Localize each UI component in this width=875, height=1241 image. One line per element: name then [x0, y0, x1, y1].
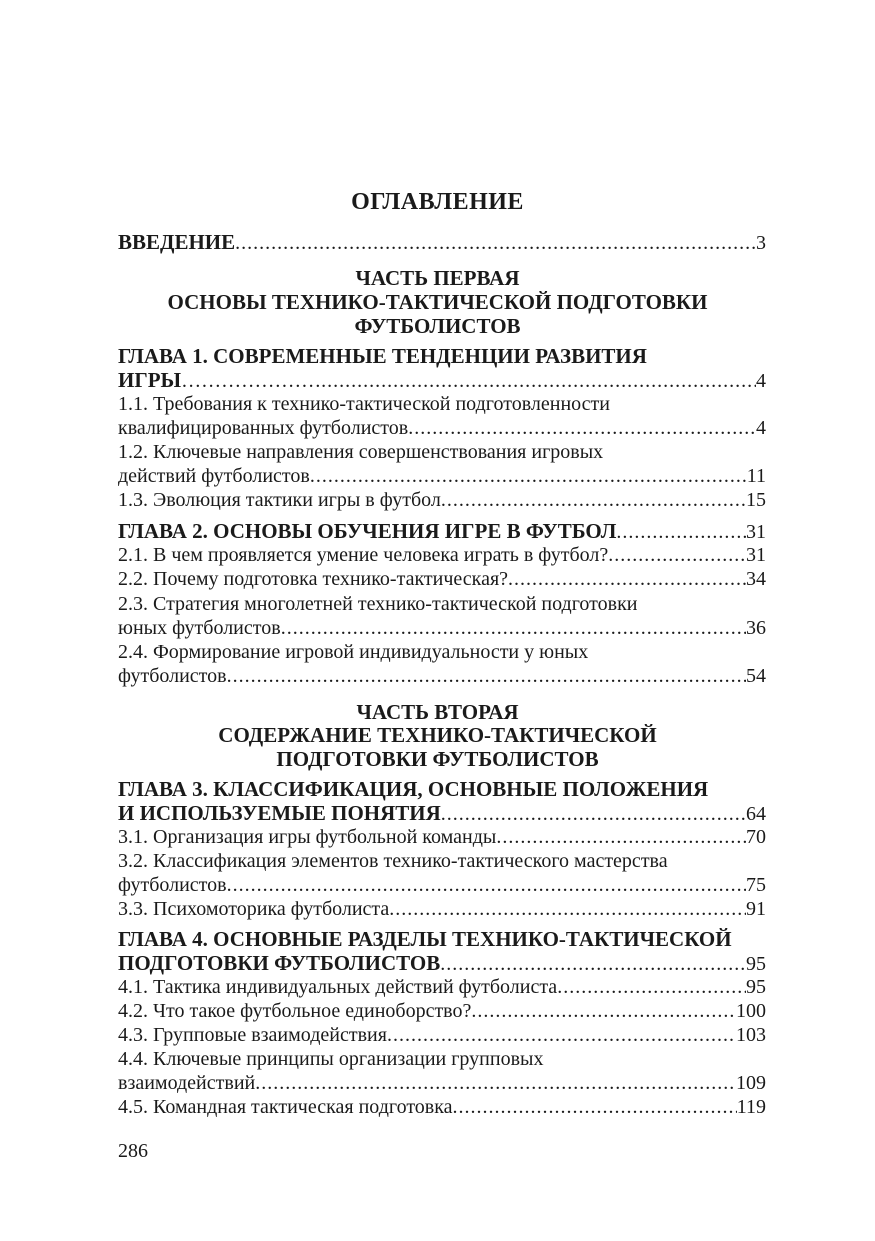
dot-leader — [408, 415, 756, 441]
dot-leader — [310, 463, 747, 489]
dot-leader — [471, 998, 736, 1024]
toc-page-number: 95 — [746, 953, 766, 975]
dot-leader — [387, 1022, 736, 1048]
dot-leader — [255, 1070, 736, 1096]
toc-entry-2-1[interactable] — [118, 542, 766, 568]
section-1-2-title: 1.2. Ключевые направления совершенствования игровых — [118, 441, 604, 463]
dot-leader — [281, 615, 746, 641]
dot-leader — [227, 663, 746, 689]
toc-page-number: 64 — [746, 803, 766, 825]
ellipsis: ………………… — [181, 370, 322, 392]
toc-page-number: 3 — [756, 232, 766, 254]
toc-entry-label: 4.1. Тактика индивидуальных действий футболиста — [118, 976, 558, 998]
toc-page-number: 36 — [746, 617, 766, 639]
toc-page-number: 31 — [746, 521, 766, 543]
toc-entry-label: квалифицированных футболистов — [118, 417, 409, 439]
section-3-2-title: 3.2. Классификация элементов технико-тактического мастерства — [118, 850, 668, 872]
dot-leader — [453, 1094, 737, 1120]
toc-entry-2-3[interactable] — [118, 615, 766, 641]
toc-entry-label: 4.2. Что такое футбольное единоборство? — [118, 1000, 472, 1022]
toc-entry-label: И ИСПОЛЬЗУЕМЫЕ ПОНЯТИЯ — [118, 801, 441, 825]
toc-page-number: 95 — [746, 976, 766, 998]
toc-page-number: 75 — [746, 874, 766, 896]
chapter1-heading: ГЛАВА 1. СОВРЕМЕННЫЕ ТЕНДЕНЦИИ РАЗВИТИЯ — [118, 344, 647, 368]
toc-page-number: 34 — [746, 568, 766, 590]
toc-entry-label: 3.1. Организация игры футбольной команды — [118, 826, 497, 848]
toc-page-number: 91 — [746, 898, 766, 920]
part2-title: СОДЕРЖАНИЕ ТЕХНИКО-ТАКТИЧЕСКОЙ — [218, 723, 657, 747]
toc-page-number: 70 — [746, 826, 766, 848]
toc-entry-1-3[interactable] — [118, 487, 766, 513]
toc-entry-label: ГЛАВА 2. ОСНОВЫ ОБУЧЕНИЯ ИГРЕ В ФУТБОЛ — [118, 519, 617, 543]
section-2-3-title: 2.3. Стратегия многолетней технико-тактической подготовки — [118, 593, 638, 615]
dot-leader — [608, 542, 746, 568]
part1-title-cont: ФУТБОЛИСТОВ — [354, 314, 521, 338]
toc-entry-4-1[interactable] — [118, 974, 766, 1000]
toc-entry-4-4[interactable] — [118, 1070, 766, 1096]
toc-entry-1-1[interactable] — [118, 415, 766, 441]
toc-entry-label: ИГРЫ — [118, 368, 182, 392]
dot-leader — [557, 974, 746, 1000]
toc-entry-4-2[interactable] — [118, 998, 766, 1024]
toc-entry-label: футболистов — [118, 665, 227, 687]
toc-page-number: 4 — [756, 417, 766, 439]
toc-page-number: 109 — [736, 1072, 766, 1094]
toc-page-number: 54 — [746, 665, 766, 687]
toc-entry-chapter1[interactable] — [118, 367, 766, 393]
toc-page-number: 4 — [756, 370, 766, 392]
toc-entry-label: 2.1. В чем проявляется умение человека играть в футбол? — [118, 544, 609, 566]
section-1-1-title: 1.1. Требования к технико-тактической подготовленности — [118, 393, 610, 415]
toc-entry-chapter4[interactable] — [118, 950, 766, 976]
toc-entry-label: юных футболистов — [118, 617, 281, 639]
chapter4-heading: ГЛАВА 4. ОСНОВНЫЕ РАЗДЕЛЫ ТЕХНИКО-ТАКТИЧЕСКОЙ — [118, 927, 732, 951]
dot-leader — [496, 824, 746, 850]
toc-page-number: 31 — [746, 544, 766, 566]
part2-label: ЧАСТЬ ВТОРАЯ — [356, 700, 519, 724]
toc-entry-chapter3[interactable] — [118, 800, 766, 826]
section-2-4-title: 2.4. Формирование игровой индивидуальности у юных — [118, 641, 589, 663]
toc-entry-3-2[interactable] — [118, 872, 766, 898]
toc-entry-label: действий футболистов — [118, 465, 310, 487]
chapter3-heading: ГЛАВА 3. КЛАССИФИКАЦИЯ, ОСНОВНЫЕ ПОЛОЖЕНИЯ — [118, 777, 709, 801]
toc-entry-label: 1.3. Эволюция тактики игры в футбол — [118, 489, 441, 511]
toc-entry-2-4[interactable] — [118, 663, 766, 689]
toc-entry-2-2[interactable] — [118, 566, 766, 592]
page-number: 286 — [118, 1140, 148, 1162]
toc-entry-4-5[interactable] — [118, 1094, 766, 1120]
toc-page-number: 103 — [736, 1024, 766, 1046]
toc-entry-label: ПОДГОТОВКИ ФУТБОЛИСТОВ — [118, 951, 441, 975]
toc-page-number: 15 — [746, 489, 766, 511]
toc-entry-label: 3.3. Психомоторика футболиста — [118, 898, 390, 920]
toc-entry-label: 4.3. Групповые взаимодействия — [118, 1024, 387, 1046]
toc-entry-3-1[interactable] — [118, 824, 766, 850]
dot-leader — [227, 872, 746, 898]
toc-entry-label: футболистов — [118, 874, 227, 896]
part2-title-cont: ПОДГОТОВКИ ФУТБОЛИСТОВ — [276, 747, 599, 771]
toc-page-number: 11 — [746, 465, 766, 487]
page-title: ОГЛАВЛЕНИЕ — [351, 189, 524, 215]
part1-label: ЧАСТЬ ПЕРВАЯ — [355, 266, 520, 290]
toc-entry-label: 2.2. Почему подготовка технико-тактическая? — [118, 568, 509, 590]
toc-entry-chapter2[interactable] — [118, 518, 766, 544]
toc-entry-3-3[interactable] — [118, 896, 766, 922]
toc-page-number: 119 — [736, 1096, 766, 1118]
dot-leader — [235, 230, 756, 256]
dot-leader — [441, 487, 746, 513]
toc-entry-4-3[interactable] — [118, 1022, 766, 1048]
dot-leader — [389, 896, 746, 922]
toc-entry-intro[interactable] — [118, 229, 766, 255]
toc-entry-1-2[interactable] — [118, 463, 766, 489]
dot-leader — [508, 566, 746, 592]
toc-entry-label: 4.5. Командная тактическая подготовка — [118, 1096, 453, 1118]
toc-page-number: 100 — [736, 1000, 766, 1022]
section-4-4-title: 4.4. Ключевые принципы организации групповых — [118, 1048, 544, 1070]
part1-title: ОСНОВЫ ТЕХНИКО-ТАКТИЧЕСКОЙ ПОДГОТОВКИ — [167, 290, 708, 314]
toc-entry-label: взаимодействий — [118, 1072, 256, 1094]
toc-entry-label: ВВЕДЕНИЕ — [118, 230, 236, 254]
